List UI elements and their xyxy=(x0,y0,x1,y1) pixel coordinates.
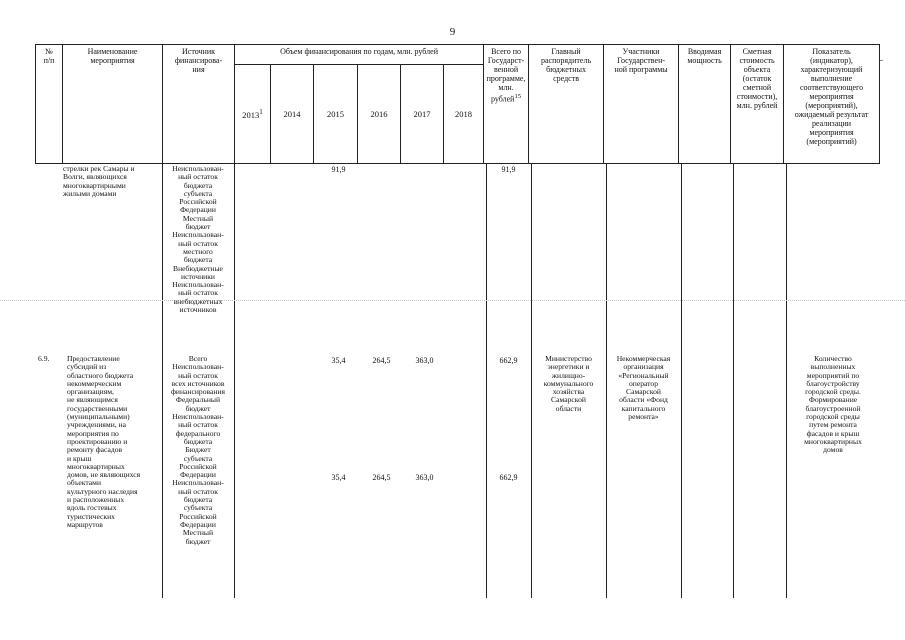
col-header-cost: Сметная стоимость объекта (остаток сметной стоимости), млн. рублей xyxy=(731,45,784,164)
total-row-total: 662,9 xyxy=(499,356,518,365)
total-row-2015: 35,4 xyxy=(331,356,346,365)
regional-row-total: 662,9 xyxy=(499,473,518,482)
year-2016: 2016 xyxy=(358,65,401,164)
year-2015: 2015 xyxy=(314,65,358,164)
row-number: 6.9. xyxy=(38,354,50,363)
row-source: Всего Неиспользован- ный остаток всех источников финансирования Федеральный бюджет Неиспользован- ный остаток федерального бюджета Бюджет субъекта Российской Федерации Неиспользован- ный остаток бюджета субъекта Российской Федерации Местный бюджет xyxy=(171,354,225,546)
total-row-2016: 264,5 xyxy=(372,356,391,365)
col-header-indicator: Показатель (индикатор), характеризующий выполнение соответствующего мероприятия (мероприятий), ожидаемый результат реализации мероприятия (мероприятий) xyxy=(784,45,880,164)
prev-row-name: стрелки рек Самары и Волги, являющихся многоквартирными жилыми домами xyxy=(63,164,135,198)
page-number: 9 xyxy=(449,26,456,38)
col-header-total: Всего по Государст- венной программе, млн. рублей$^{15}$ xyxy=(484,45,529,164)
row-name: Предоставление субсидий из областного бюджета некоммерческим организациям, не являющимся государственными (муниципальными) учреждениями, на мероприятия по проектированию и ремонту фасадов и крыш многоквартирных домов, не являющихся объектами культурного наследия и расположенных вдоль гостевых туристических маршрутов xyxy=(67,354,141,529)
column-divider xyxy=(234,164,235,598)
col-header-financing: Объем финансирования по годам, млн. рублей xyxy=(235,45,484,65)
col-header-capacity: Вводимая мощность xyxy=(679,45,731,164)
total-row-2017: 363,0 xyxy=(415,356,434,365)
row-participants: Некоммерческая организация «Региональный оператор Самарской области «Фонд капитального ремонта» xyxy=(616,354,671,422)
col-header-participants: Участники Государствен- ной программы xyxy=(604,45,679,164)
prev-row-source: Неиспользован- ный остаток бюджета субъекта Российской Федерации Местный бюджет Неиспользован- ный остаток местного бюджета Внебюджетные источники Неиспользован- ный остаток внебюджетных источников xyxy=(172,164,224,315)
year-2018: 2018 xyxy=(444,65,484,164)
year-2014: 2014 xyxy=(271,65,314,164)
scan-dotted-line xyxy=(0,300,905,303)
column-divider xyxy=(681,164,682,598)
year-2013: 2013$^1$ xyxy=(235,65,271,164)
footnote-mark: 15 xyxy=(514,93,522,100)
page-edge-mark xyxy=(880,60,883,61)
column-divider xyxy=(733,164,734,598)
regional-row-2017: 363,0 xyxy=(415,473,434,482)
col-header-manager: Главный распорядитель бюджетных средств xyxy=(529,45,604,164)
column-divider xyxy=(486,164,487,598)
prev-row-total: 91,9 xyxy=(501,165,516,174)
regional-row-2016: 264,5 xyxy=(372,473,391,482)
col-header-source: Источник финансирова- ния xyxy=(163,45,235,164)
regional-row-2015: 35,4 xyxy=(331,473,346,482)
row-manager: Министерство энергетики и жилищно- коммунального хозяйства Самарской области xyxy=(543,354,594,413)
col-header-number: № п/п xyxy=(36,45,63,164)
table-header xyxy=(35,44,880,164)
row-indicator: Количество выполненных мероприятий по благоустройству городской среды. Формирование благоустроенной городской среды путем ремонта фасадов и крыш многоквартирных домов xyxy=(804,354,862,455)
prev-row-2015: 91,9 xyxy=(331,165,346,174)
year-2017: 2017 xyxy=(401,65,444,164)
col-header-name: Наименование мероприятия xyxy=(63,45,163,164)
footnote-mark: 1 xyxy=(259,108,263,117)
